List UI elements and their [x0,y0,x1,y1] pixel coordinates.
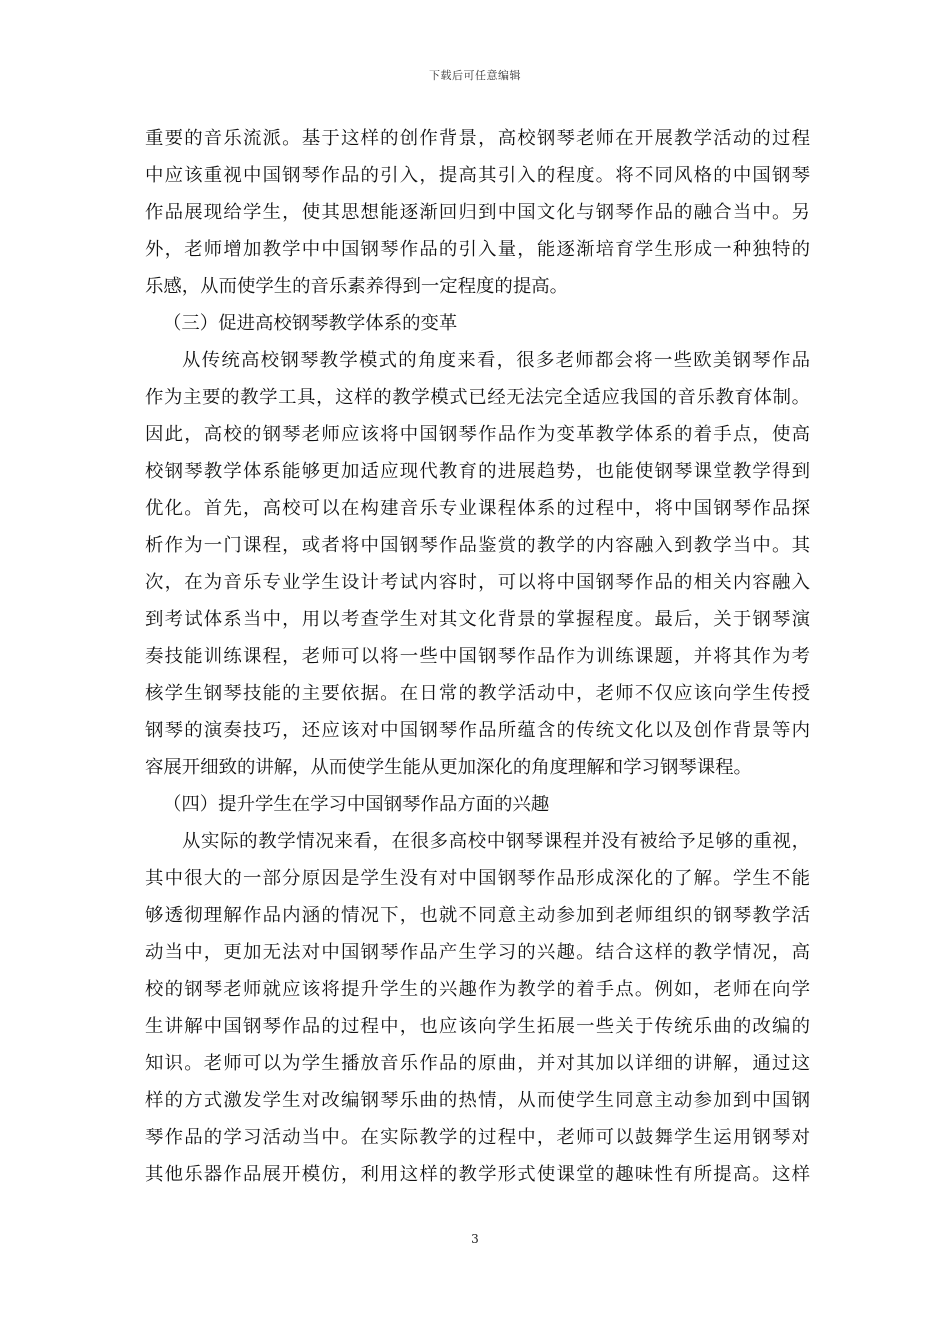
text-line: 重要的音乐流派。基于这样的创作背景，高校钢琴老师在开展教学活动的过程 [145,128,810,149]
text-line: 作为主要的教学工具，这样的教学模式已经无法完全适应我国的音乐教育体制。 [145,387,810,408]
text-line: 容展开细致的讲解，从而使学生能从更加深化的角度理解和学习钢琴课程。 [145,757,752,778]
text-line: 乐感，从而使学生的音乐素养得到一定程度的提高。 [145,276,568,297]
text-line: 生讲解中国钢琴作品的过程中，也应该向学生拓展一些关于传统乐曲的改编的 [145,1016,810,1037]
text-line: 其他乐器作品展开模仿，利用这样的教学形式使课堂的趣味性有所提高。这样 [145,1164,810,1185]
text-line: 动当中，更加无法对中国钢琴作品产生学习的兴趣。结合这样的教学情况，高 [145,942,810,963]
text-line: 其中很大的一部分原因是学生没有对中国钢琴作品形成深化的了解。学生不能 [145,868,810,889]
page-header: 下载后可任意编辑 [429,69,521,82]
text-line: 奏技能训练课程，老师可以将一些中国钢琴作品作为训练课题，并将其作为考 [145,646,810,667]
text-line: 够透彻理解作品内涵的情况下，也就不同意主动参加到老师组织的钢琴教学活 [145,905,810,926]
text-line: 知识。老师可以为学生播放音乐作品的原曲，并对其加以详细的讲解，通过这 [145,1053,810,1074]
text-line: 次，在为音乐专业学生设计考试内容时，可以将中国钢琴作品的相关内容融入 [145,572,810,593]
text-line: 到考试体系当中，用以考查学生对其文化背景的掌握程度。最后，关于钢琴演 [145,609,810,630]
text-line: 校钢琴教学体系能够更加适应现代教育的进展趋势，也能使钢琴课堂教学得到 [145,461,810,482]
section-heading: （四）提升学生在学习中国钢琴作品方面的兴趣 [163,794,550,815]
document-body [145,120,810,1193]
text-line: 因此，高校的钢琴老师应该将中国钢琴作品作为变革教学体系的着手点，使高 [145,424,810,445]
text-line: 中应该重视中国钢琴作品的引入，提高其引入的程度。将不同风格的中国钢琴 [145,165,810,186]
page-number: 3 [471,1232,479,1246]
text-line: 外，老师增加教学中中国钢琴作品的引入量，能逐渐培育学生形成一种独特的 [145,239,810,260]
text-line: 校的钢琴老师就应该将提升学生的兴趣作为教学的着手点。例如，老师在向学 [145,979,810,1000]
text-line: 作品展现给学生，使其思想能逐渐回归到中国文化与钢琴作品的融合当中。另 [145,202,810,223]
text-line: 琴作品的学习活动当中。在实际教学的过程中，老师可以鼓舞学生运用钢琴对 [145,1127,810,1148]
section-heading: （三）促进高校钢琴教学体系的变革 [163,313,458,334]
text-line: 核学生钢琴技能的主要依据。在日常的教学活动中，老师不仅应该向学生传授 [145,683,810,704]
text-line: 优化。首先，高校可以在构建音乐专业课程体系的过程中，将中国钢琴作品探 [145,498,810,519]
text-line: 钢琴的演奏技巧，还应该对中国钢琴作品所蕴含的传统文化以及创作背景等内 [145,720,810,741]
text-line: 从实际的教学情况来看，在很多高校中钢琴课程并没有被给予足够的重视， [182,831,810,852]
text-line: 析作为一门课程，或者将中国钢琴作品鉴赏的教学的内容融入到教学当中。其 [145,535,810,556]
text-line: 样的方式激发学生对改编钢琴乐曲的热情，从而使学生同意主动参加到中国钢 [145,1090,810,1111]
text-line: 从传统高校钢琴教学模式的角度来看，很多老师都会将一些欧美钢琴作品 [182,350,810,371]
